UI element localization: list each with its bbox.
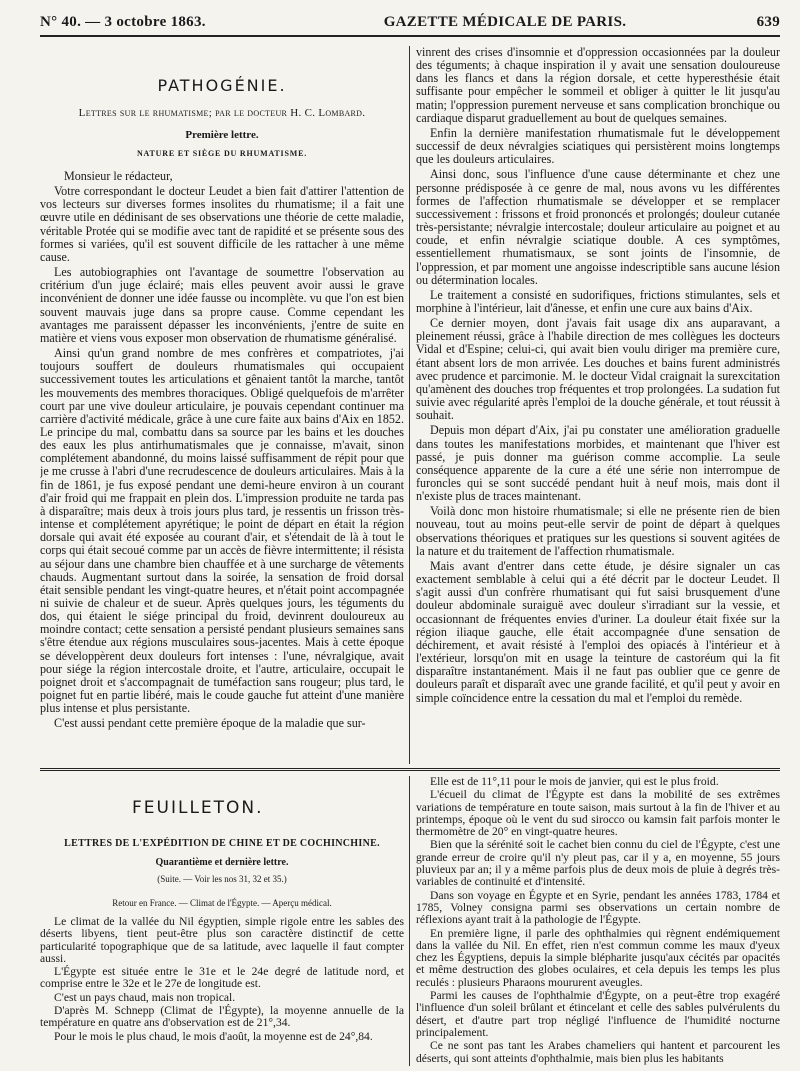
page-number: 639 — [756, 14, 780, 30]
paragraph: Le climat de la vallée du Nil égyptien, simple rigole entre les sables des déserts libyens, tient peut-être plus son caractère distinctif de cette particularité topographique que de sa latitude, avec laquelle il faut compter aussi. — [40, 915, 404, 965]
journal-title: GAZETTE MÉDICALE DE PARIS. — [383, 14, 627, 30]
paragraph: Ce dernier moyen, dont j'avais fait usage dix ans auparavant, a pleinement réussi, grâce à l'habile direction de mes collègues les docteurs Vidal et d'Espine; celui-ci, qui avait bien voulu diriger ma première cure, étant absent lors de mon arrivée. Les douches et bains furent administrés avec prudence et parcimonie. M. le docteur Vidal craignait la surexcitation qu'amènent des douches trop fréquentes et trop prolongées. La sudation fut suivie avec régularité après l'emploi de la douche générale, et tout réussit à souhait. — [416, 316, 780, 423]
letter-topic: NATURE ET SIÈGE DU RHUMATISME. — [136, 149, 308, 158]
paragraph: L'Égypte est située entre le 31e et le 24e degré de latitude nord, et comprise entre le 32e et le 27e de longitude est. — [40, 965, 404, 991]
paragraph: En première ligne, il parle des ophthalmies qui règnent endémiquement dans la vallée du Nil. En effet, rien n'est commun comme les maux d'yeux chez les Égyptiens, depuis la simple blépharite jusqu'aux cécités par opacités et même destruction des globes oculaires, et cela depuis les temps les plus reculés : plusieurs Pharaons moururent aveugles. — [416, 926, 780, 989]
issue-date: N° 40. — 3 octobre 1863. — [40, 14, 206, 30]
paragraph: Bien que la sérénité soit le cachet bien connu du ciel de l'Égypte, c'est une grande erreur de croire qu'il n'y pleut pas, car il y a, en moyenne, 55 jours pluvieux par an; il y a même parfois plus de deux mois de pluie à degrés très-variables de continuité et d'intensité. — [416, 838, 780, 889]
paragraph: Votre correspondant le docteur Leudet a bien fait d'attirer l'attention de vos lecteurs sur diverses formes insolites du rhumatisme; il a fait une œuvre utile en dédinisant de ses observations une théorie de cette maladie, véritable Protée qui se modifie avec tant de rapidité et se présente sous des formes si variées, qu'il est souvent difficile de les rattacher à une même cause. — [40, 184, 404, 264]
paragraph: Dans son voyage en Égypte et en Syrie, pendant les années 1783, 1784 et 1785, Volney consigna parmi ses observations un certain nombre de réflexions ayant trait à la pathologie de l'Égypte. — [416, 888, 780, 927]
paragraph: L'écueil du climat de l'Égypte est dans la mobilité de ses extrêmes variations de température en toute saison, mais surtout à la fin de l'hiver et au printemps, époque où le vent du sud sirocco ou kamsin fait parfois monter le thermomètre de 20° en vingt-quatre heures. — [416, 788, 780, 839]
feuilleton-section — [40, 776, 780, 1066]
article-left-column — [40, 46, 404, 764]
paragraph: Voilà donc mon histoire rhumatismale; si elle ne présente rien de bien nouveau, tout au moins peut-elle servir de point de départ à quelques observations théoriques et pratiques sur les questions si souvent agitées de la nature et du traitement de l'affection rhumatismale. — [416, 504, 780, 558]
column-divider — [409, 776, 410, 1066]
article-section — [40, 46, 780, 764]
article-subtitle: Lettres sur le rhumatisme; par le docteur H. C. Lombard. — [78, 107, 366, 119]
paragraph: Le traitement a consisté en sudorifiques, frictions stimulantes, sels et morphine à l'intérieur, lait d'ânesse, et enfin une cure aux bains d'Aix. — [416, 287, 780, 315]
newspaper-page — [40, 14, 780, 1064]
feuilleton-left-column — [40, 776, 404, 1066]
paragraph: Ainsi donc, sous l'influence d'une cause déterminante et chez une personne prédisposée à ce genre de mal, nous avons vu les différentes formes de l'affection rhumatismale se développer et se remplacer successivement : frissons et froid prononcés et prolongés; douleur cutanée très-persistante; névralgie intercostale; douleur articulaire au poignet et au coude, et enfin névralgie sciatique double. A ces symptômes, essentiellement rhumatismaux, se sont joints de l'insomnie, de l'oppression, et par moment une angoisse indescriptible sans aucune lésion ou détermination locales. — [416, 167, 780, 287]
paragraph: Mais avant d'entrer dans cette étude, je désire signaler un cas exactement semblable à celui qui a été décrit par le docteur Leudet. Il s'agit aussi d'un confrère rhumatisant qui fut saisi brusquement d'une douleur abdominale suraiguë avec douleur s'irradiant sur la vessie, et occasionnant de fréquentes envies d'uriner. La douleur était fixée sur la région iliaque gauche, elle était accompagnée d'une sensation de déchirement, et avait résisté à l'emploi des opiacés à l'intérieur et à l'extérieur, lorsqu'on mit en usage la teinture de castoréum qui la fit disparaître instantanément. Mais il ne faut pas oublier que ce genre de douleurs paraît et disparaît avec une grande facilité, et qu'il peut y avoir en simple coïncidence entre la cessation du mal et l'emploi du remède. — [416, 558, 780, 705]
feuilleton-divider — [40, 768, 780, 773]
feuilleton-continuation-note: (Suite. — Voir les nos 31, 32 et 35.) — [157, 874, 287, 884]
feuilleton-subtitle: LETTRES DE L'EXPÉDITION DE CHINE ET DE COCHINCHINE. — [64, 838, 380, 849]
paragraph: Ainsi qu'un grand nombre de mes confrères et compatriotes, j'ai toujours souffert de douleurs rhumatismales qui occupaient successivement toutes les articulations et gênaient tantôt la marche, tantôt les mouvements des membres thoraciques. Obligé quelquefois de m'arrêter court par une vive douleur articulaire, je pouvais cependant continuer ma carrière d'activité médicale, grâce à une cure faite aux bains d'Aix en 1852. Le principe du mal, combattu dans sa source par les bains et les douches des eaux les plus antirhumatismales que je connaisse, m'avait, sinon complétement abandonné, du moins laissé suffisamment de répit pour que je me crusse à l'abri d'une recrudescence de douleurs articulaires. Mais à la fin de 1861, je fus exposé pendant une demi-heure environ à un courant d'air froid qui me frappait en plein dos. L'impression produite ne tarda pas à disparaître; mais deux à trois jours plus tard, je ressentis un frisson très-intense et complétement apyrétique; le point de départ en était la région dorsale qui avait été exposée au courant d'air, et s'étendait de là à tout le corps qui était secoué comme par un accès de fièvre intermittente; il résista au séjour dans une chambre bien chauffée et à une surcharge de vêtements chauds. Augmentant surtout dans la soirée, la sensation de froid dorsal était sensible pendant les vingt-quatre heures, et n'était point accompagnée ni suivie de chaleur et de sueur. Après quelques jours, les téguments du dos, qui étaient le siége principal du froid, devinrent douloureux au moindre contact; cette sensation a persisté pendant plusieurs semaines sans s'être étendue aux régions musculaires sous-jacentes. Mais à cette époque se développèrent deux douleurs fort intenses : l'une, névralgique, avait pour siége la région intercostale droite, et l'autre, articulaire, occupait le poignet droit et s'accompagnait de tuméfaction sans rougeur; plus tard, le poignet fut en partie libéré, mais le coude gauche fut atteint d'une manière plus intense et plus persistante. — [40, 346, 404, 716]
paragraph: Ce ne sont pas tant les Arabes chameliers qui hantent et parcourent les déserts, qui sont atteints d'ophthalmie, mais bien plus les habitants — [416, 1039, 780, 1065]
paragraph: C'est un pays chaud, mais non tropical. — [54, 990, 236, 1004]
paragraph: vinrent des crises d'insomnie et d'oppression occasionnées par la douleur des téguments; à chaque inspiration il y avait une sensation douloureuse dans les flancs et dans la région dorsale, et cette hyperesthésie était suffisante pour empêcher le sommeil et obliger à quitter le lit jusqu'au matin; l'oppression purement nerveuse et sans complication bronchique ou cardiaque disparut graduellement au bout de quelques semaines. — [416, 46, 780, 125]
paragraph: Depuis mon départ d'Aix, j'ai pu constater une amélioration graduelle dans toutes les manifestations morbides, et maintenant que l'hiver est passé, je puis donner ma guérison comme accomplie. La seule conséquence apparente de la cure a été une série non interrompue de furoncles qui se sont succédé pendant huit à neuf mois, mais dont il n'existe plus de traces maintenant. — [416, 423, 780, 504]
paragraph: Enfin la dernière manifestation rhumatismale fut le développement successif de deux névralgies sciatiques qui persistèrent moins longtemps que les douleurs articulaires. — [416, 125, 780, 167]
salutation: Monsieur le rédacteur, — [64, 169, 173, 183]
feuilleton-right-column — [416, 776, 780, 1066]
letter-number: Première lettre. — [185, 129, 259, 141]
paragraph: D'après M. Schnepp (Climat de l'Égypte), la moyenne annuelle de la température en quatre ans d'observation est de 21°,34. — [40, 1004, 404, 1030]
paragraph: C'est aussi pendant cette première époque de la maladie que sur- — [54, 716, 366, 731]
page-header — [40, 14, 780, 37]
paragraph: Les autobiographies ont l'avantage de soumettre l'observation au critérium d'un juge éclairé; mais elles peuvent avoir aussi le grave inconvénient de donner une idée fausse ou incomplète. vu que l'on est bien souvent mauvais juge dans sa propre cause. Comme cependant les avantages me paraissent dépasser les inconvénients, j'entre de suite en matière et viens vous exposer mon observation de rhumatisme généralisé. — [40, 265, 404, 345]
paragraph: Parmi les causes de l'ophthalmie d'Égypte, on a peut-être trop exagéré l'influence d'un soleil brûlant et étincelant et celle des sables pulvérulents du désert, et d'autre part trop négligé l'influence de l'humidité nocturne principalement. — [416, 989, 780, 1039]
section-title: PATHOGÉNIE. — [157, 76, 287, 95]
paragraph: Pour le mois le plus chaud, le mois d'août, la moyenne est de 24°,84. — [54, 1029, 373, 1043]
feuilleton-title: FEUILLETON. — [132, 798, 264, 818]
column-divider — [409, 46, 410, 764]
paragraph: Elle est de 11°,11 pour le mois de janvier, qui est le plus froid. — [430, 776, 719, 788]
feuilleton-letter-number: Quarantième et dernière lettre. — [155, 857, 289, 868]
feuilleton-summary: Retour en France. — Climat de l'Égypte. — Aperçu médical. — [112, 898, 332, 908]
article-right-column — [416, 46, 780, 764]
